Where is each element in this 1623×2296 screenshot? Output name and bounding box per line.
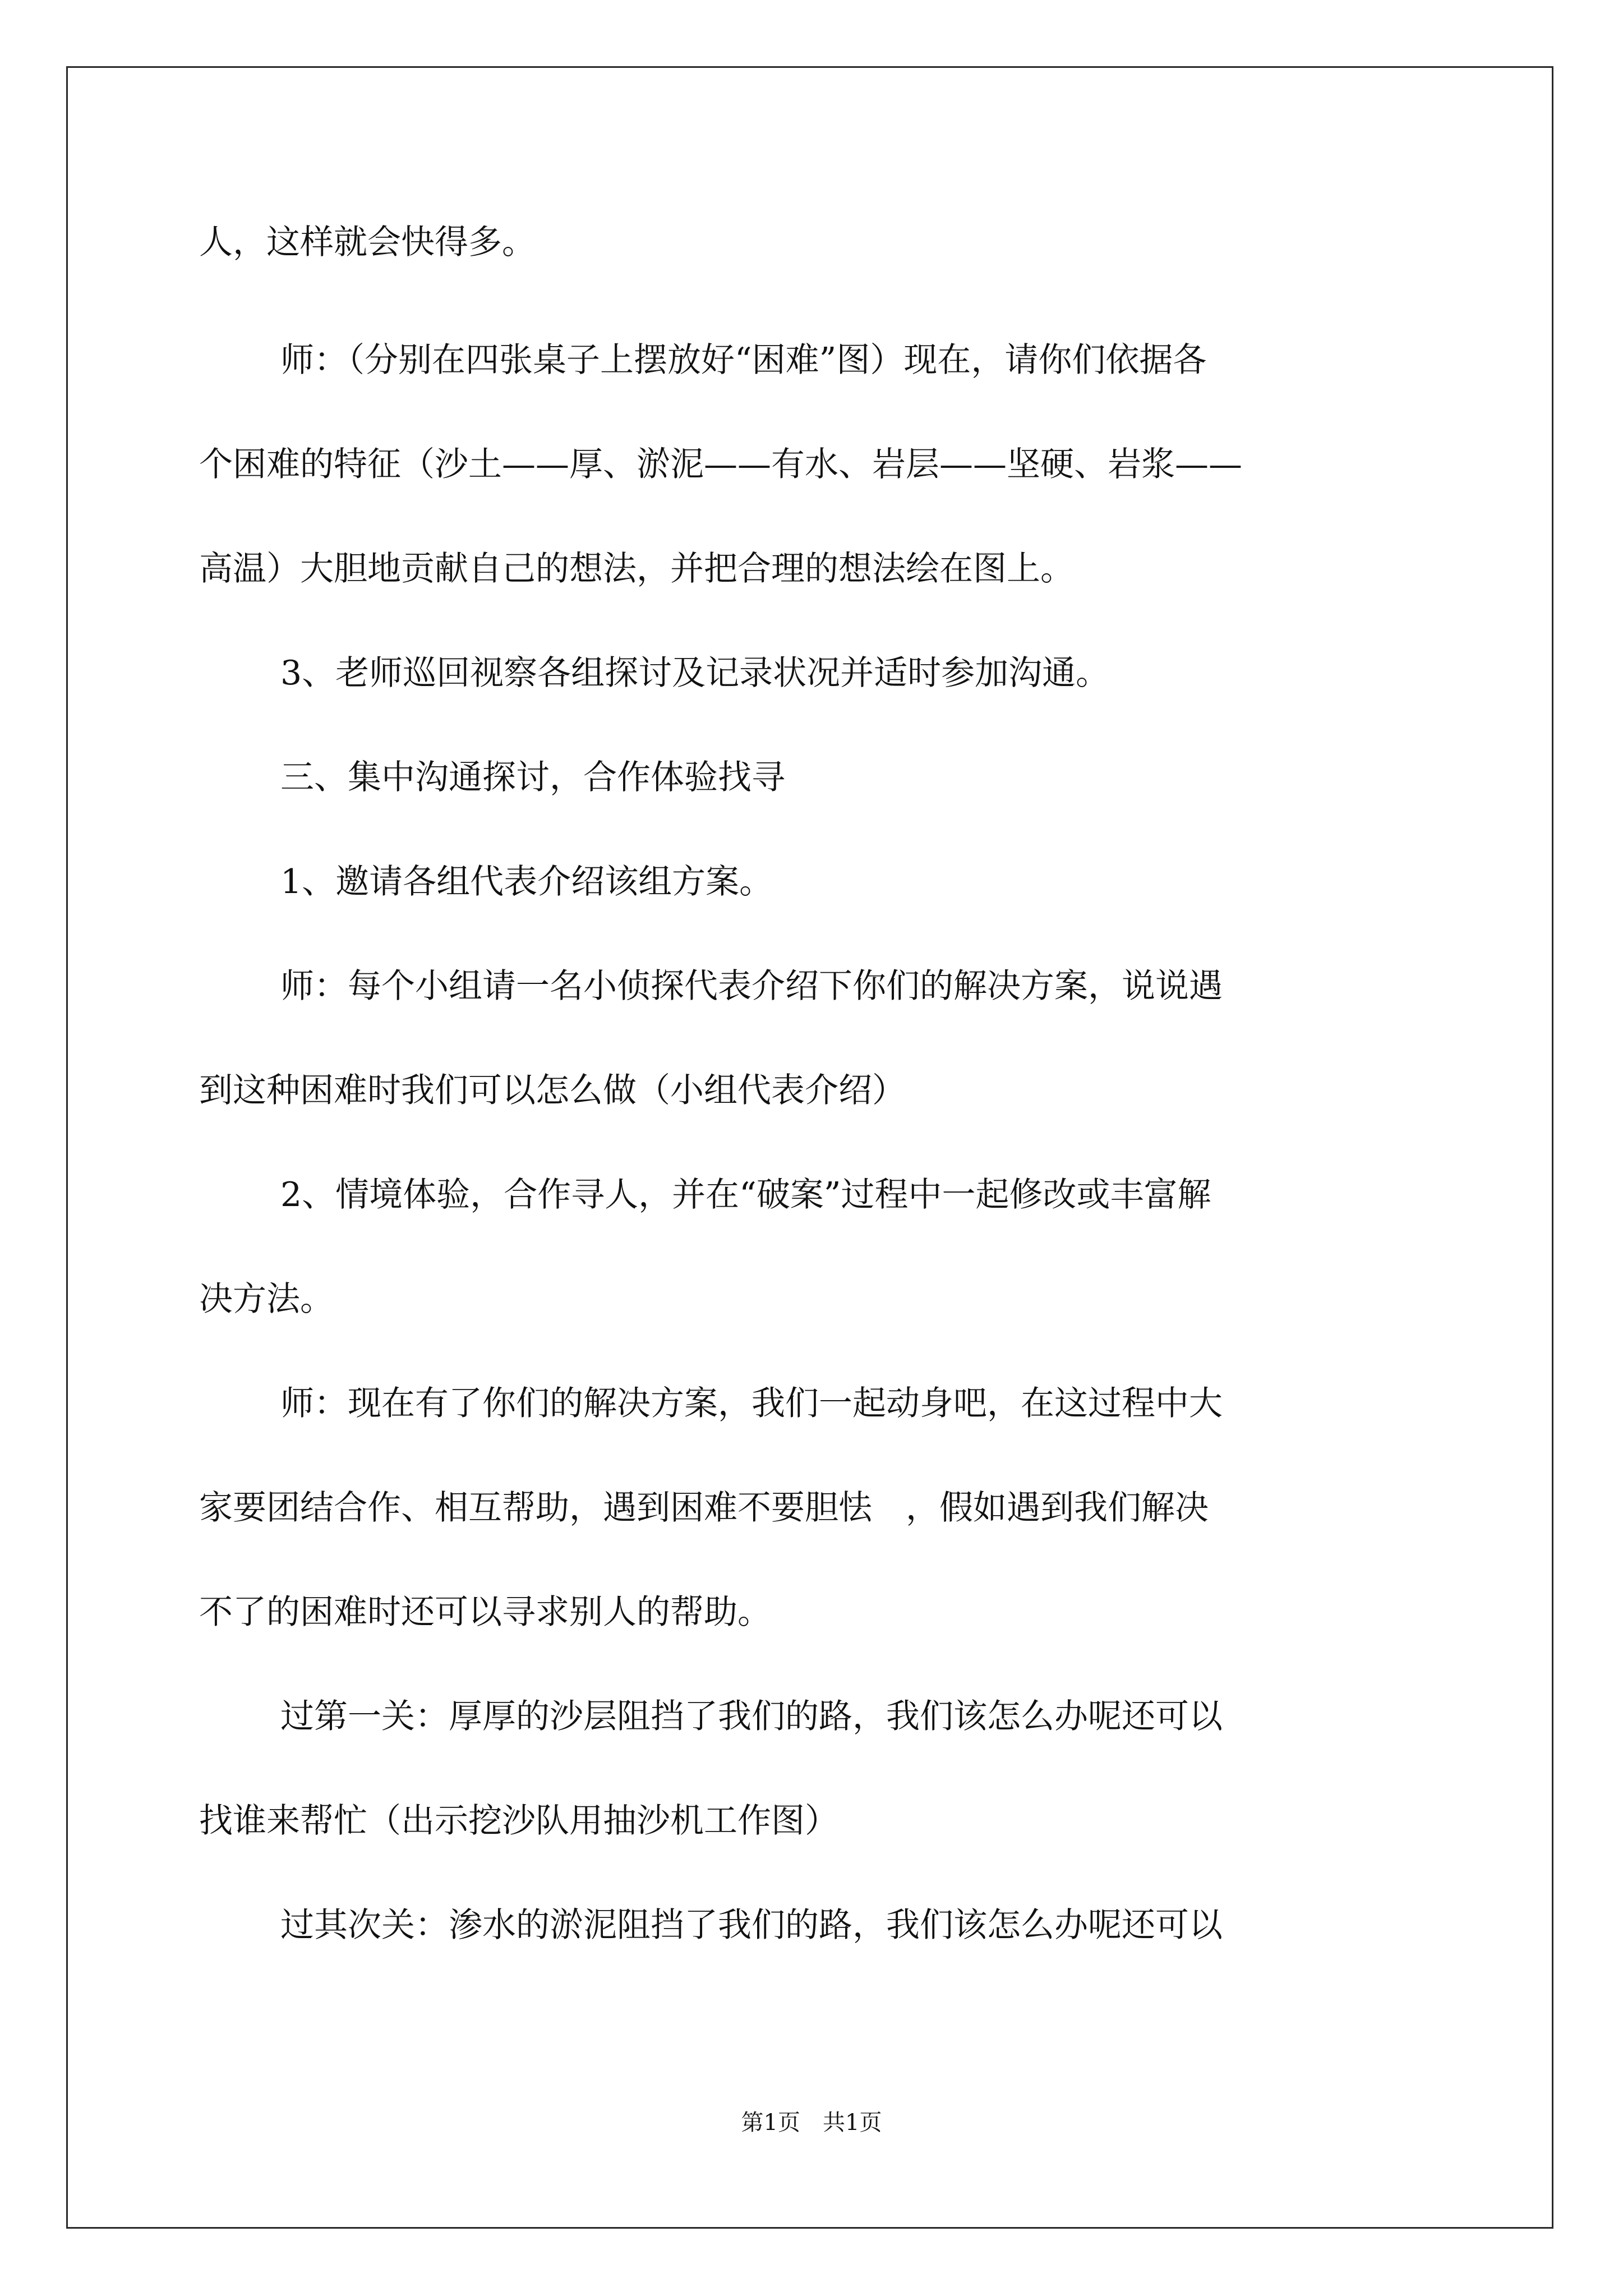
text-line-8: 师：每个小组请一名小侦探代表介绍下你们的解决方案，说说遇 bbox=[280, 967, 1223, 1006]
text-line-12: 师：现在有了你们的解决方案，我们一起动身吧，在这过程中大 bbox=[280, 1384, 1223, 1423]
text-line-13: 家要团结合作、相互帮助，遇到困难不要胆怯 ，假如遇到我们解决 bbox=[199, 1488, 1209, 1527]
text-line-9: 到这种困难时我们可以怎么做（小组代表介绍） bbox=[199, 1071, 906, 1110]
text-line-1: 人，这样就会快得多。 bbox=[199, 223, 536, 262]
page-footer: 第1页 共1页 bbox=[741, 2110, 882, 2136]
text-line-4: 高温）大胆地贡献自己的想法，并把合理的想法绘在图上。 bbox=[199, 549, 1074, 588]
text-line-15: 过第一关：厚厚的沙层阻挡了我们的路，我们该怎么办呢还可以 bbox=[280, 1697, 1223, 1736]
text-line-3: 个困难的特征（沙土——厚、淤泥——有水、岩层——坚硬、岩浆—— bbox=[199, 445, 1242, 484]
text-line-17: 过其次关：渗水的淤泥阻挡了我们的路，我们该怎么办呢还可以 bbox=[280, 1906, 1223, 1945]
text-line-14: 不了的困难时还可以寻求别人的帮助。 bbox=[199, 1593, 771, 1632]
text-line-10: 2、情境体验，合作寻人，并在“破案”过程中一起修改或丰富解 bbox=[280, 1175, 1211, 1214]
text-line-16: 找谁来帮忙（出示挖沙队用抽沙机工作图） bbox=[199, 1801, 838, 1841]
text-line-6: 三、集中沟通探讨，合作体验找寻 bbox=[280, 758, 785, 797]
text-line-11: 决方法。 bbox=[199, 1280, 334, 1319]
text-line-7: 1、邀请各组代表介绍该组方案。 bbox=[280, 862, 773, 901]
text-line-2: 师：（分别在四张桌子上摆放好“困难”图）现在，请你们依据各 bbox=[280, 341, 1207, 380]
text-line-5: 3、老师巡回视察各组探讨及记录状况并适时参加沟通。 bbox=[280, 654, 1110, 693]
